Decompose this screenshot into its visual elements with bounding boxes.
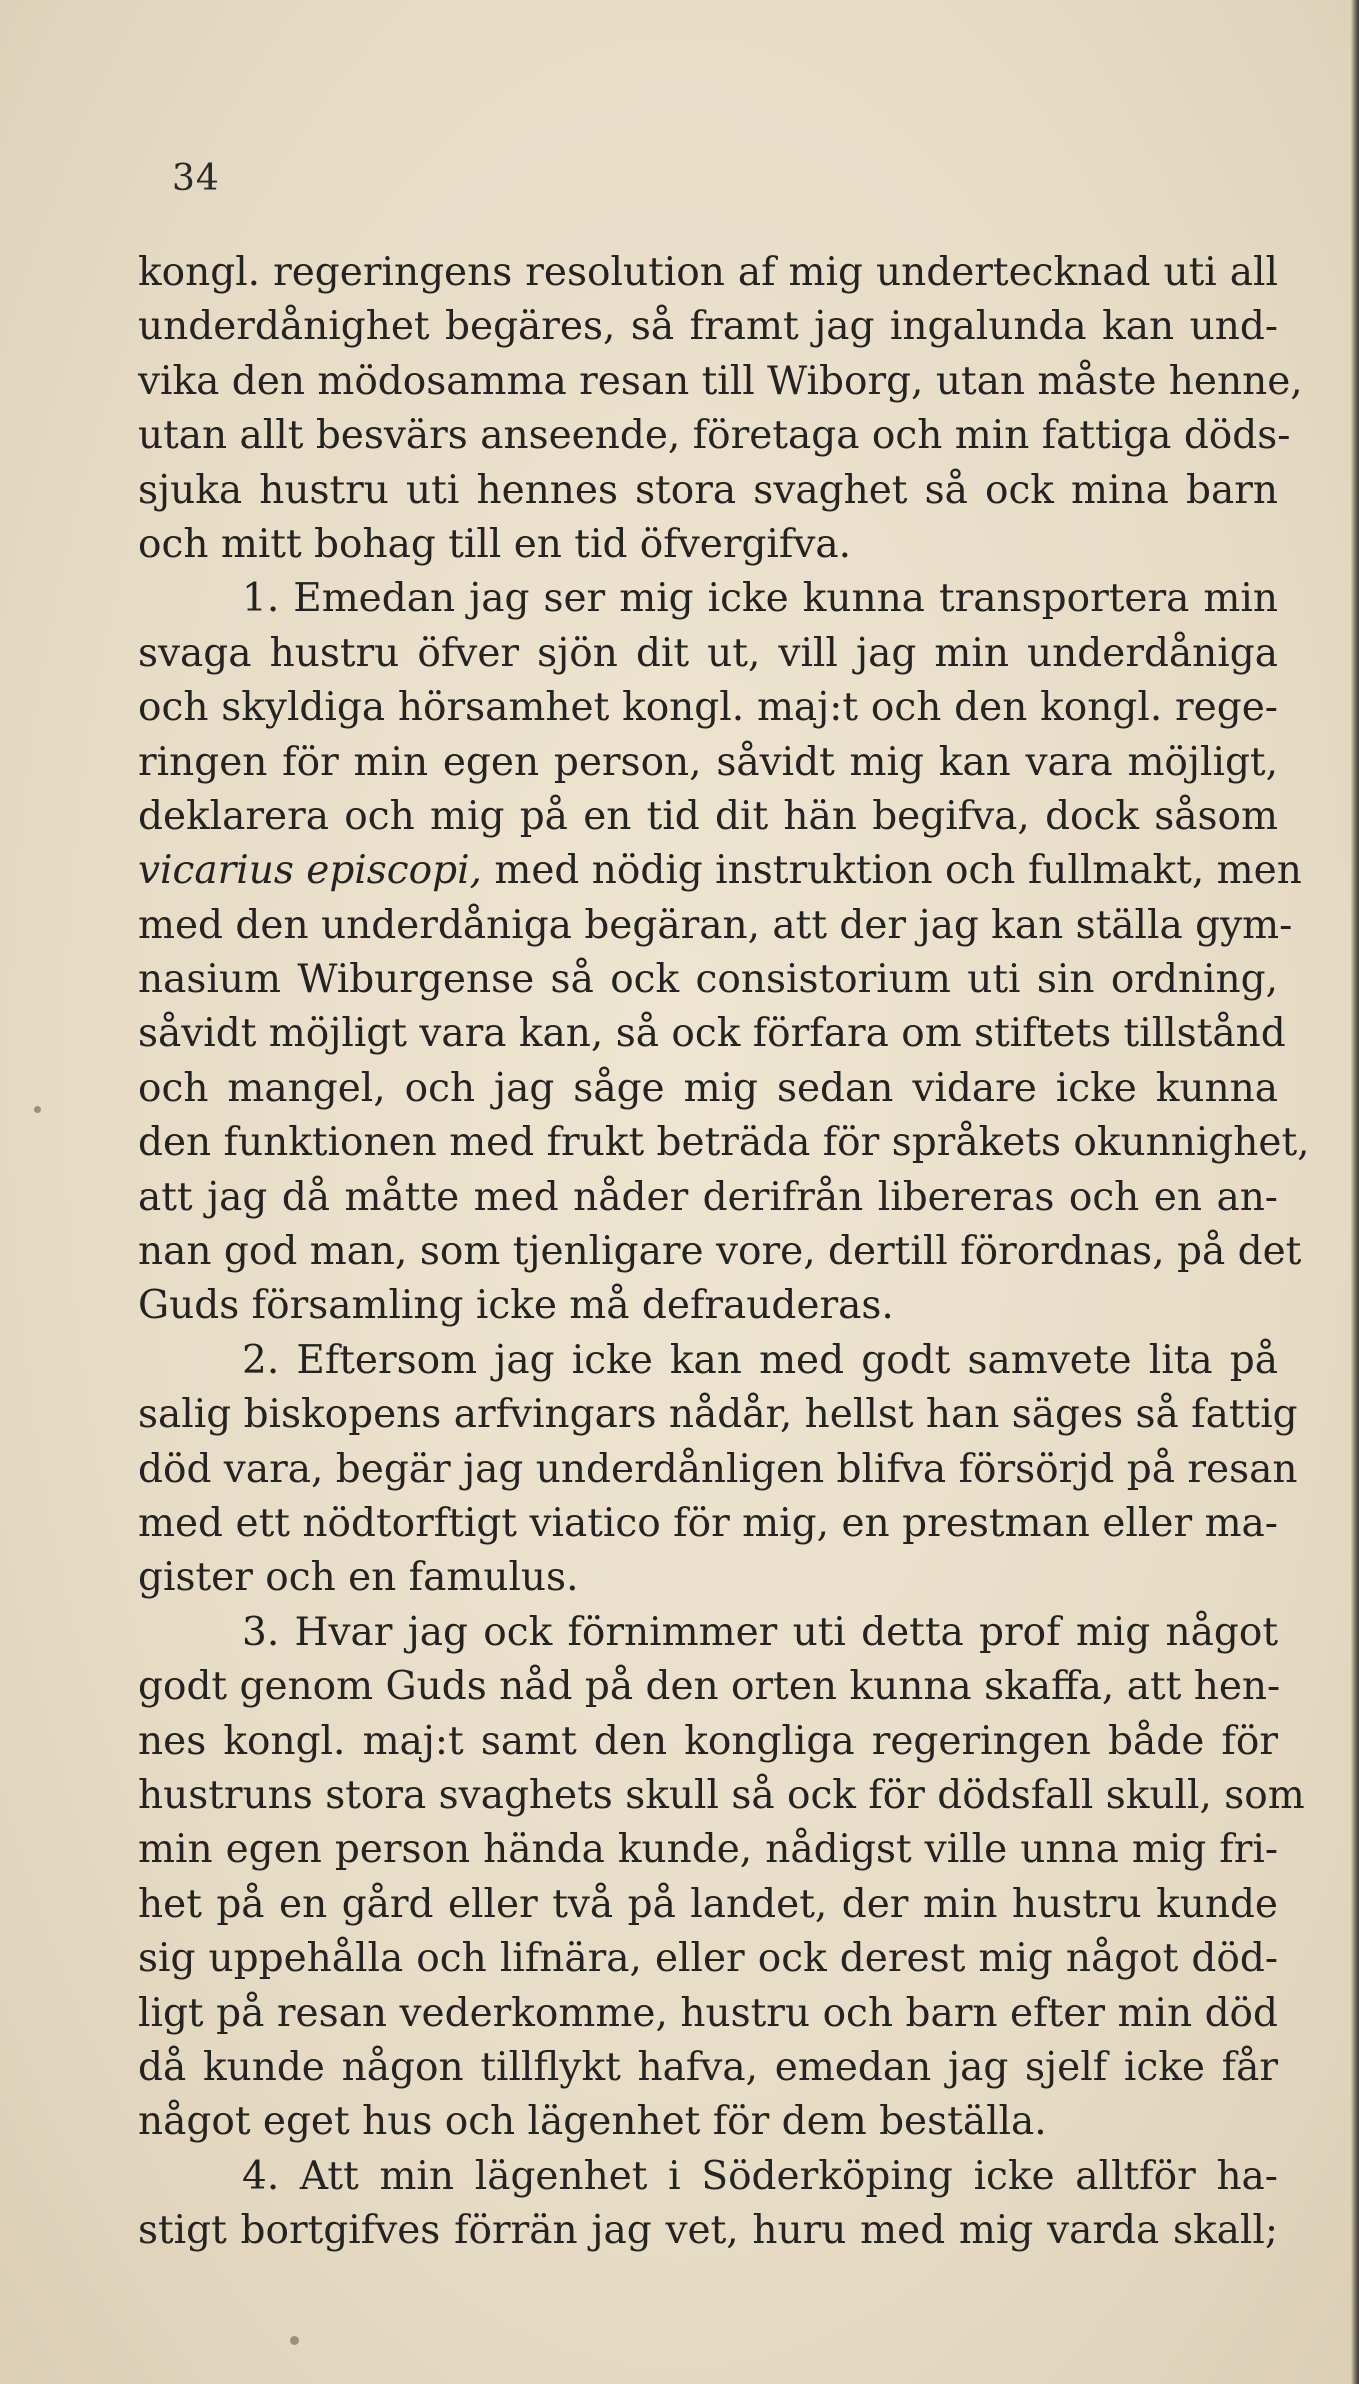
text-line: såvidt möjligt vara kan, så ock förfara om stiftets tillstånd bbox=[138, 1011, 1286, 1057]
paper-speck bbox=[34, 1106, 41, 1113]
paper-speck bbox=[290, 2336, 299, 2345]
paragraph-3-start: 3. Hvar jag ock förnimmer uti detta prof mig något bbox=[242, 1609, 1278, 1655]
text-line: att jag då måtte med nåder derifrån libereras och en an- bbox=[138, 1174, 1278, 1220]
text-line: något eget hus och lägenhet för dem beställa. bbox=[138, 2099, 1047, 2145]
text-line: utan allt besvärs anseende, företaga och min fattiga döds- bbox=[138, 413, 1291, 459]
text-line: sjuka hustru uti hennes stora svaghet så ock mina barn bbox=[138, 467, 1278, 513]
text-line: och mangel, och jag såge mig sedan vidare icke kunna bbox=[138, 1065, 1278, 1111]
body-text bbox=[138, 246, 1310, 2258]
italic-phrase: vicarius episcopi, bbox=[138, 848, 482, 894]
text-line: stigt bortgifves förrän jag vet, huru med mig varda skall; bbox=[138, 2208, 1278, 2254]
text-line: nes kongl. maj:t samt den kongliga regeringen både för bbox=[138, 1718, 1278, 1764]
text-line: salig biskopens arfvingars nådår, hellst han säges så fattig bbox=[138, 1392, 1298, 1438]
text-line: sig uppehålla och lifnära, eller ock derest mig något död- bbox=[138, 1936, 1278, 1982]
text-line: min egen person hända kunde, nådigst ville unna mig fri- bbox=[138, 1827, 1278, 1873]
text-line: gister och en famulus. bbox=[138, 1555, 579, 1601]
text-line: vika den mödosamma resan till Wiborg, utan måste henne, bbox=[138, 358, 1303, 404]
text-line: kongl. regeringens resolution af mig undertecknad uti all bbox=[138, 250, 1278, 295]
text-line: ligt på resan vederkomme, hustru och barn efter min död bbox=[138, 1990, 1278, 2036]
paragraph-1-start: 1. Emedan jag ser mig icke kunna transportera min bbox=[242, 576, 1278, 622]
text-line: nasium Wiburgense så ock consistorium uti sin ordning, bbox=[138, 957, 1278, 1003]
text-line: Guds församling icke må defrauderas. bbox=[138, 1283, 894, 1329]
page-edge-shadow bbox=[1351, 0, 1359, 2384]
text-line: ringen för min egen person, såvidt mig kan vara möjligt, bbox=[138, 739, 1278, 785]
text-line: nan god man, som tjenligare vore, dertill förordnas, på det bbox=[138, 1229, 1302, 1275]
text-line: och skyldiga hörsamhet kongl. maj:t och den kongl. rege- bbox=[138, 685, 1278, 731]
text-line: underdånighet begäres, så framt jag ingalunda kan und- bbox=[138, 304, 1278, 350]
text-line: och mitt bohag till en tid öfvergifva. bbox=[138, 521, 852, 567]
text-line: deklarera och mig på en tid dit hän begifva, dock såsom bbox=[138, 793, 1278, 839]
text-line-rest: med nödig instruktion och fullmakt, men bbox=[494, 848, 1302, 894]
text-line: med ett nödtorftigt viatico för mig, en prestman eller ma- bbox=[138, 1500, 1278, 1546]
paragraph-4-start: 4. Att min lägenhet i Söderköping icke alltför ha- bbox=[242, 2153, 1278, 2199]
text-line: svaga hustru öfver sjön dit ut, vill jag min underdåniga bbox=[138, 630, 1278, 676]
text-line-with-italic bbox=[138, 844, 1302, 898]
text-line: då kunde någon tillflykt hafva, emedan jag sjelf icke får bbox=[138, 2044, 1278, 2090]
text-line: död vara, begär jag underdånligen blifva försörjd på resan bbox=[138, 1446, 1298, 1492]
page-number: 34 bbox=[172, 158, 220, 199]
text-line: godt genom Guds nåd på den orten kunna skaffa, att hen- bbox=[138, 1664, 1281, 1710]
text-line: het på en gård eller två på landet, der min hustru kunde bbox=[138, 1881, 1278, 1927]
text-line: hustruns stora svaghets skull så ock för dödsfall skull, som bbox=[138, 1772, 1305, 1818]
paragraph-2-start: 2. Eftersom jag icke kan med godt samvete lita på bbox=[242, 1337, 1278, 1383]
text-line: den funktionen med frukt beträda för språkets okunnighet, bbox=[138, 1120, 1310, 1166]
text-line: med den underdåniga begäran, att der jag kan ställa gym- bbox=[138, 902, 1293, 948]
